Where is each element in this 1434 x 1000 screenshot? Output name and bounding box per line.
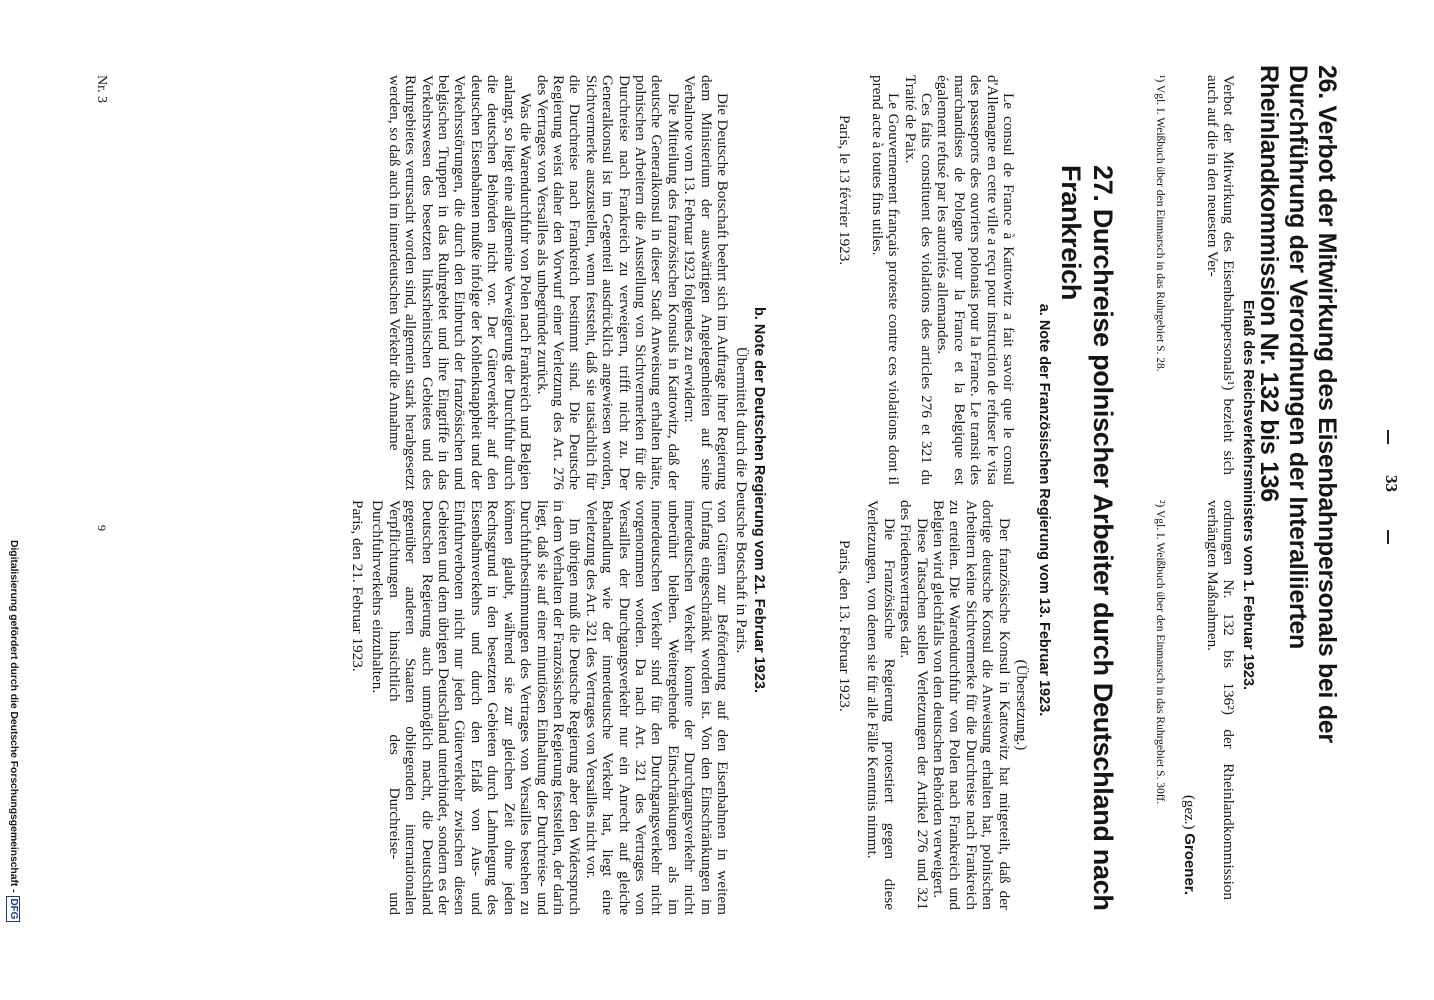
translation-paragraph: Die Französische Regierung protestiert gegen diese Verletzungen, von denen sie für alle Fälle Kenntnis nimmt.: [864, 500, 898, 910]
french-paragraph: Le consul de France à Kattowitz a fait savoir que le consul d'Allemagne en cette ville a reçu pour instruction de refuser le visa des passeports des ouvriers polonais pour la France. Le transit des marchandises de Pologne pour la France et la Belgique est également refusé par les autorités allemandes.: [934, 75, 1017, 485]
sheet-number: 9: [95, 525, 109, 531]
section-26-signature: [1180, 640, 1198, 895]
german-note-paragraph: Was die Warendurchfuhr von Polen nach Frankreich und Belgien anlangt, so liegt eine allgemeine Verweigerung der Durchfuhr durch die deutschen Behörden nicht vor. Der Güterverkehr auf den deutschen Eisenbahnen mußte infolge der Kohlenknappheit und der Verkehrsstörungen, die durch den Einbruch der französischen und belgischen Truppen in das Ruhrgebiet und ihre Eingriffe in das Verkehrswesen des besetzten linksrheinischen Gebietes und des Ruhrgebietes verursacht worden sind, allgemein stark herabgesetzt werden, so daß auch im innerdeutschen Verkehr die Annahme: [385, 75, 535, 490]
section-27a-french-text: [836, 75, 1016, 485]
translation-label: (Übersetzung.): [1013, 659, 1030, 751]
section-26-subtitle: Erlaß des Reichsverkehrsministers vom 1. Februar 1923.: [1240, 299, 1256, 691]
translation-paragraph: Diese Tatsachen stellen Verletzungen der Artikel 276 und 321 des Friedensvertrages dar.: [897, 500, 931, 910]
french-date: Paris, le 13 février 1923.: [836, 115, 854, 266]
dfg-logo: DFG: [6, 896, 20, 923]
german-note-paragraph: Die Mitteilung des französischen Konsuls in Kattowitz, daß der deutsche Generalkonsul in dieser Stadt Anweisung erhalten hätte, polnischen Arbeitern die Ausstellung von Sichtvermerken für die Durchreise nach Frankreich zu verweigern, trifft nicht zu. Der Generalkonsul ist im Gegenteil ausdrücklich angewiesen worden, Sichtvermerke auszustellen, wenn feststeht, daß sie tatsächlich für die Durchreise nach Frankreich bestimmt sind. Die Deutsche Regierung weist daher den Vorwurf einer Verletzung des Art. 276 des Vertrages von Versailles als unbegründet zurück.: [533, 75, 682, 490]
page-number: 33: [1382, 475, 1401, 492]
sheet-signature: Nr. 3: [94, 75, 109, 103]
section-27b-text-right: [349, 500, 730, 915]
section-27a-title: a. Note der Französischen Regierung vom 13. Februar 1923.: [1036, 303, 1052, 717]
french-paragraph: Ces faits constituent des violations des articles 276 et 321 du Traité de Paix.: [901, 75, 935, 485]
page-number-dash-right: [1387, 530, 1389, 544]
section-26-heading: 26. Verbot der Mitwirkung des Eisenbahnpersonals bei der Durchführung der Verordnungen der Interalliierten Rheinlandkommission Nr. 132 bis 136: [1255, 65, 1341, 743]
page-number-dash-left: [1387, 430, 1389, 444]
section-27b-title: b. Note der Deutschen Regierung vom 21. Februar 1923.: [751, 307, 767, 693]
section-27b-text-left: [385, 75, 730, 490]
translation-paragraph: Der französische Konsul in Kattowitz hat mitgeteilt, daß der dortige deutsche Konsul die Anweisung erhalten hat, polnischen Arbeitern keine Sichtvermerke für die Durchreise nach Frankreich zu erteilen. Die Warendurchfuhr von Polen nach Frankreich und Belgien wird gleichfalls von den deutschen Behörden verweigert.: [929, 500, 1013, 910]
translation-date: Paris, den 13. Februar 1923.: [835, 540, 853, 712]
german-note-paragraph: von Gütern zur Beförderung auf den Eisenbahnen in weitem Umfang eingeschränkt worden ist. Von den Einschränkungen im innerdeutschen Verkehr konnte der Durchgangsverkehr nicht unberührt bleiben. Weitergehende Einschränkungen als im innerdeutschen Verkehr sind für den Durchgangsverkehr nicht vorgenommen worden. Da nach Art. 321 des Vertrages von Versailles der Durchgangsverkehr nur ein Anrecht auf gleiche Behandlung wie der innerdeutsche Verkehr hat, liegt eine Verletzung des Art. 321 des Vertrages von Versailles nicht vor.: [582, 500, 731, 915]
french-paragraph: Le Gouvernement français proteste contre ces violations dont il prend acte à toutes fins utiles.: [868, 75, 903, 485]
digitization-credit-text: Digitalisierung gefördert durch die Deutsche Forschungsgemeinschaft -: [8, 540, 20, 893]
section-26-paragraph-left: Verbot der Mitwirkung des Eisenbahnpersonals¹) bezieht sich auch auf die in den neuesten Ver-: [1203, 75, 1237, 475]
signature-prefix: (gez.): [1181, 794, 1197, 830]
section-26-text-left: [1203, 75, 1236, 475]
footnote-2: ²) Vgl. I. Weißbuch über den Einmarsch in das Ruhrgebiet S. 30ff.: [1154, 500, 1166, 805]
section-27b-subtitle: Übermittelt durch die Deutsche Botschaft in Paris.: [733, 346, 750, 654]
section-27-heading: 27. Durchreise polnischer Arbeiter durch Deutschland nach Frankreich: [1056, 165, 1118, 911]
german-note-paragraph: Die Deutsche Botschaft beehrt sich im Auftrage ihrer Regierung dem Ministerium der auswärtigen Angelegenheiten auf seine Verbalnote vom 13. Februar 1923 folgendes zu erwidern:: [681, 75, 731, 490]
digitization-credit: [6, 540, 20, 922]
section-26-paragraph-right: ordnungen Nr. 132 bis 136²) der Rheinlandkommission verhängten Maßnahmen.: [1203, 500, 1237, 900]
german-note-paragraph: Im übrigen muß die Deutsche Regierung aber den Widerspruch in dem Verhalten der Französischen Regierung feststellen, der darin liegt, daß sie auf einer minutiösen Einhaltung der Durchreise- und Durchfuhrbestimmungen des Vertrages von Versailles bestehen zu können glaubt, während sie zur gleichen Zeit ohne jeden Rechtsgrund in den besetzten Gebieten durch Lahmlegung des Eisenbahnverkehrs und durch den Erlaß von Aus- und Einfuhrverboten nicht nur jeden Güterverkehr zwischen diesen Gebieten und dem übrigen Deutschland unterbindet, sondern es der Deutschen Regierung auch unmöglich macht, die Deutschland gegenüber anderen Staaten obliegenden internationalen Verpflichtungen hinsichtlich des Durchreise- und Durchfuhrverkehrs einzuhalten.: [369, 500, 584, 915]
german-note-date: Paris, den 21. Februar 1923.: [349, 500, 367, 672]
signature-name: Groener.: [1181, 833, 1198, 895]
section-27a-translation-text: [836, 500, 1029, 910]
footnote-1: ¹) Vgl. I. Weißbuch über den Einmarsch in das Ruhrgebiet S. 28.: [1154, 75, 1166, 372]
section-26-text-right: [1203, 500, 1236, 900]
